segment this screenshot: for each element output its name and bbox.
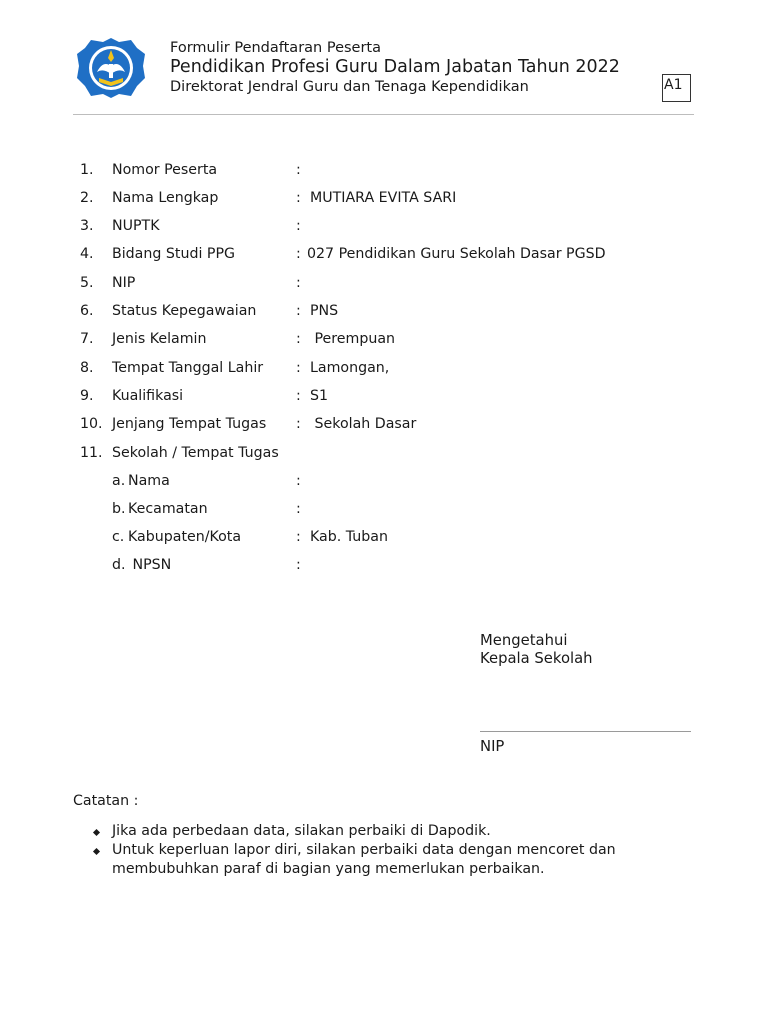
sub-field-label: Kabupaten/Kota xyxy=(128,529,242,545)
signature-acknowledge-label: Mengetahui xyxy=(480,632,568,649)
note-text: Jika ada perbedaan data, silakan perbaiki di Dapodik. xyxy=(112,823,491,839)
field-number: 2. xyxy=(80,190,94,206)
field-number: 11. xyxy=(80,445,103,461)
notes-list xyxy=(90,822,670,879)
sub-field-label: NPSN xyxy=(128,557,172,573)
header-divider xyxy=(73,114,694,115)
field-colon: : xyxy=(296,557,301,573)
field-label: Kualifikasi xyxy=(112,388,184,404)
field-number: 5. xyxy=(80,275,94,291)
list-item xyxy=(90,822,670,841)
field-number: 10. xyxy=(80,416,103,432)
sub-field-label: Kecamatan xyxy=(128,501,208,517)
field-colon: : xyxy=(296,331,301,347)
field-value: Perempuan xyxy=(310,331,396,347)
list-item xyxy=(90,841,670,879)
field-label: NUPTK xyxy=(112,218,160,234)
field-label: NIP xyxy=(112,275,136,291)
signature-role-label: Kepala Sekolah xyxy=(480,650,593,667)
field-number: 8. xyxy=(80,360,94,376)
field-colon: : xyxy=(296,473,301,489)
field-label: Nomor Peserta xyxy=(112,162,218,178)
field-colon: : xyxy=(296,162,301,178)
field-value: Sekolah Dasar xyxy=(310,416,417,432)
field-colon: : xyxy=(296,416,301,432)
field-value: S1 xyxy=(310,388,329,404)
field-number: 1. xyxy=(80,162,94,178)
form-title: Pendidikan Profesi Guru Dalam Jabatan Tahun 2022 xyxy=(170,57,620,77)
field-colon: : xyxy=(296,275,301,291)
field-colon: : xyxy=(296,501,301,517)
field-value: Lamongan, xyxy=(310,360,390,376)
field-value: MUTIARA EVITA SARI xyxy=(310,190,457,206)
field-colon: : xyxy=(296,360,301,376)
sub-field-label: Nama xyxy=(128,473,170,489)
field-label: Jenjang Tempat Tugas xyxy=(112,416,267,432)
field-label: Status Kepegawaian xyxy=(112,303,257,319)
tut-wuri-handayani-emblem-icon xyxy=(75,36,147,100)
notes-title: Catatan : xyxy=(73,793,139,809)
field-label: Tempat Tanggal Lahir xyxy=(112,360,264,376)
issuer-name: Direktorat Jendral Guru dan Tenaga Kependidikan xyxy=(170,79,529,95)
note-text: Untuk keperluan lapor diri, silakan perbaiki data dengan mencoret dan membubuhkan paraf di bagian yang memerlukan perbaikan. xyxy=(112,842,616,877)
sub-field-letter: c. xyxy=(112,529,125,545)
field-label: Jenis Kelamin xyxy=(112,331,207,347)
form-subtitle: Formulir Pendaftaran Peserta xyxy=(170,40,381,56)
field-number: 3. xyxy=(80,218,94,234)
field-label: Bidang Studi PPG xyxy=(112,246,236,262)
field-colon: : xyxy=(296,190,301,206)
field-label: Nama Lengkap xyxy=(112,190,219,206)
field-colon: : xyxy=(296,303,301,319)
field-number: 9. xyxy=(80,388,94,404)
field-colon: : xyxy=(296,218,301,234)
field-number: 7. xyxy=(80,331,94,347)
signature-line xyxy=(480,731,691,732)
diamond-bullet-icon xyxy=(93,848,100,855)
field-label: Sekolah / Tempat Tugas xyxy=(112,445,279,461)
sub-field-letter: b. xyxy=(112,501,126,517)
field-colon: : xyxy=(296,529,301,545)
field-colon: : xyxy=(296,388,301,404)
field-value: 027 Pendidikan Guru Sekolah Dasar PGSD xyxy=(307,246,606,262)
sub-field-letter: d. xyxy=(112,557,126,573)
field-number: 6. xyxy=(80,303,94,319)
sub-field-letter: a. xyxy=(112,473,126,489)
form-code-badge: A1 xyxy=(662,74,691,102)
field-colon: : xyxy=(296,246,301,262)
field-value: Kab. Tuban xyxy=(310,529,388,545)
signature-nip-label: NIP xyxy=(480,738,505,755)
field-value: PNS xyxy=(310,303,339,319)
diamond-bullet-icon xyxy=(93,829,100,836)
field-number: 4. xyxy=(80,246,94,262)
